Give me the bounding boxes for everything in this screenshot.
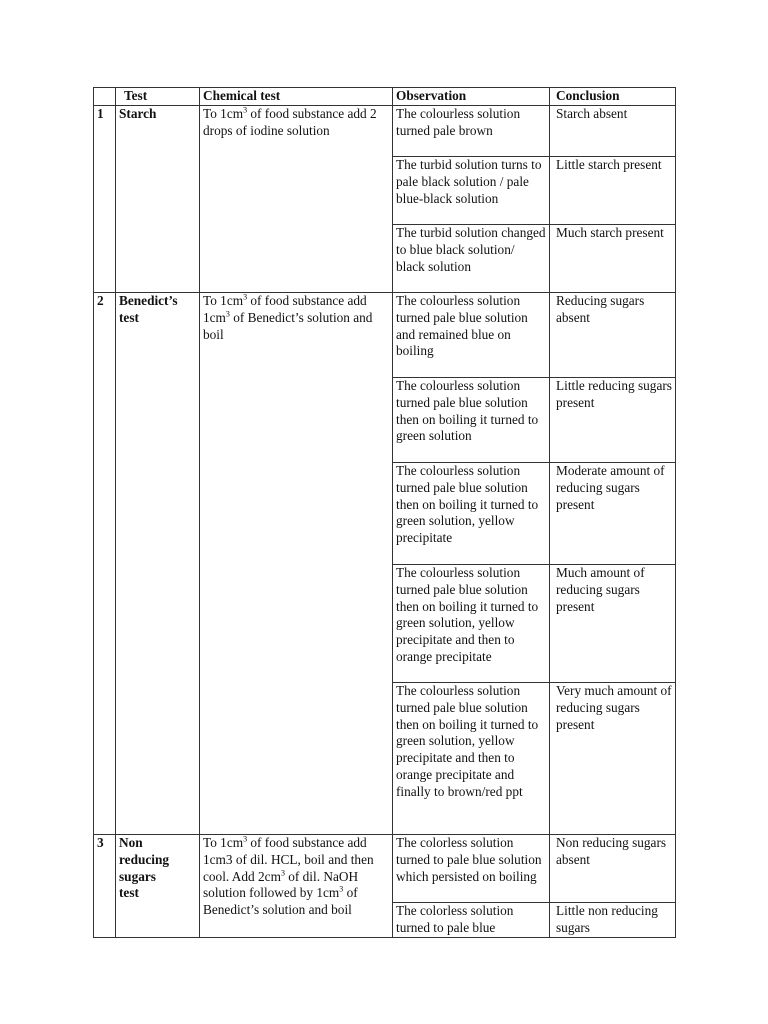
row-number: 1 (94, 106, 116, 293)
test-name (116, 293, 200, 835)
header-observation: Observation (393, 88, 550, 106)
superscript: 3 (243, 834, 248, 844)
observation-cell: The colorless solution turned to pale blue (393, 903, 550, 938)
conclusion-cell: Little starch present (550, 157, 676, 225)
test-name-line: test (119, 309, 139, 325)
test-name-line: sugars (119, 868, 156, 884)
conclusion-cell: Little reducing sugars present (550, 378, 676, 463)
observation-cell: The colourless solution turned pale blue solution and remained blue on boiling (393, 293, 550, 378)
row-number: 3 (94, 835, 116, 938)
conclusion-cell: Much amount of reducing sugars present (550, 565, 676, 683)
observation-cell: The colorless solution turned to pale blue solution which persisted on boiling (393, 835, 550, 903)
chemical-text: of food substance add 1cm3 of dil. HCL, boil and then cool. Add 2cm (203, 835, 374, 884)
observation-cell: The colourless solution turned pale blue solution then on boiling it turned to green solution, yellow precipitate and then to orange precipitate and finally to brown/red ppt (393, 683, 550, 835)
food-tests-table (93, 87, 676, 938)
chemical-text: of Benedict’s solution and boil (203, 885, 358, 918)
test-name-line: Starch (119, 106, 157, 121)
chemical-text: of Benedict’s solution and boil (203, 309, 373, 342)
row-number: 2 (94, 293, 116, 835)
chemical-text: of food substance add 1cm (203, 293, 367, 325)
header-test: Test (116, 88, 200, 106)
observation-cell: The turbid solution changed to blue black solution/ black solution (393, 225, 550, 293)
test-name-line: reducing (119, 851, 169, 867)
chemical-test-cell (200, 106, 393, 293)
conclusion-cell: Much starch present (550, 225, 676, 293)
chemical-text: To 1cm (203, 293, 244, 308)
superscript: 3 (339, 884, 344, 894)
superscript: 3 (225, 309, 230, 319)
test-name (116, 106, 200, 293)
superscript: 3 (243, 292, 248, 302)
observation-cell: The turbid solution turns to pale black solution / pale blue-black solution (393, 157, 550, 225)
observation-cell: The colourless solution turned pale blue solution then on boiling it turned to green solution (393, 378, 550, 463)
chemical-text: of food substance add 2 drops of iodine solution (203, 106, 377, 138)
conclusion-cell: Very much amount of reducing sugars present (550, 683, 676, 835)
conclusion-cell: Non reducing sugars absent (550, 835, 676, 903)
test-name-line: Non (119, 835, 143, 850)
chemical-text: To 1cm (203, 106, 244, 121)
conclusion-cell: Moderate amount of reducing sugars present (550, 463, 676, 565)
observation-cell: The colourless solution turned pale brown (393, 106, 550, 157)
observation-cell: The colourless solution turned pale blue solution then on boiling it turned to green solution, yellow precipitate and then to orange precipitate (393, 565, 550, 683)
header-chemical-test: Chemical test (200, 88, 393, 106)
observation-cell: The colourless solution turned pale blue solution then on boiling it turned to green solution, yellow precipitate (393, 463, 550, 565)
table-row (94, 293, 676, 378)
test-name (116, 835, 200, 938)
conclusion-cell: Starch absent (550, 106, 676, 157)
superscript: 3 (280, 868, 285, 878)
header-number (94, 88, 116, 106)
superscript: 3 (243, 105, 248, 115)
conclusion-cell: Reducing sugars absent (550, 293, 676, 378)
test-name-line: test (119, 885, 139, 901)
chemical-test-cell (200, 835, 393, 938)
table-row (94, 835, 676, 903)
chemical-test-cell (200, 293, 393, 835)
test-name-line: Benedict’s (119, 293, 178, 308)
table-header-row (94, 88, 676, 106)
chemical-text: of dil. NaOH solution followed by 1cm (203, 868, 359, 901)
header-conclusion: Conclusion (550, 88, 676, 106)
conclusion-cell: Little non reducing sugars (550, 903, 676, 938)
chemical-text: To 1cm (203, 835, 244, 850)
table-row (94, 106, 676, 157)
